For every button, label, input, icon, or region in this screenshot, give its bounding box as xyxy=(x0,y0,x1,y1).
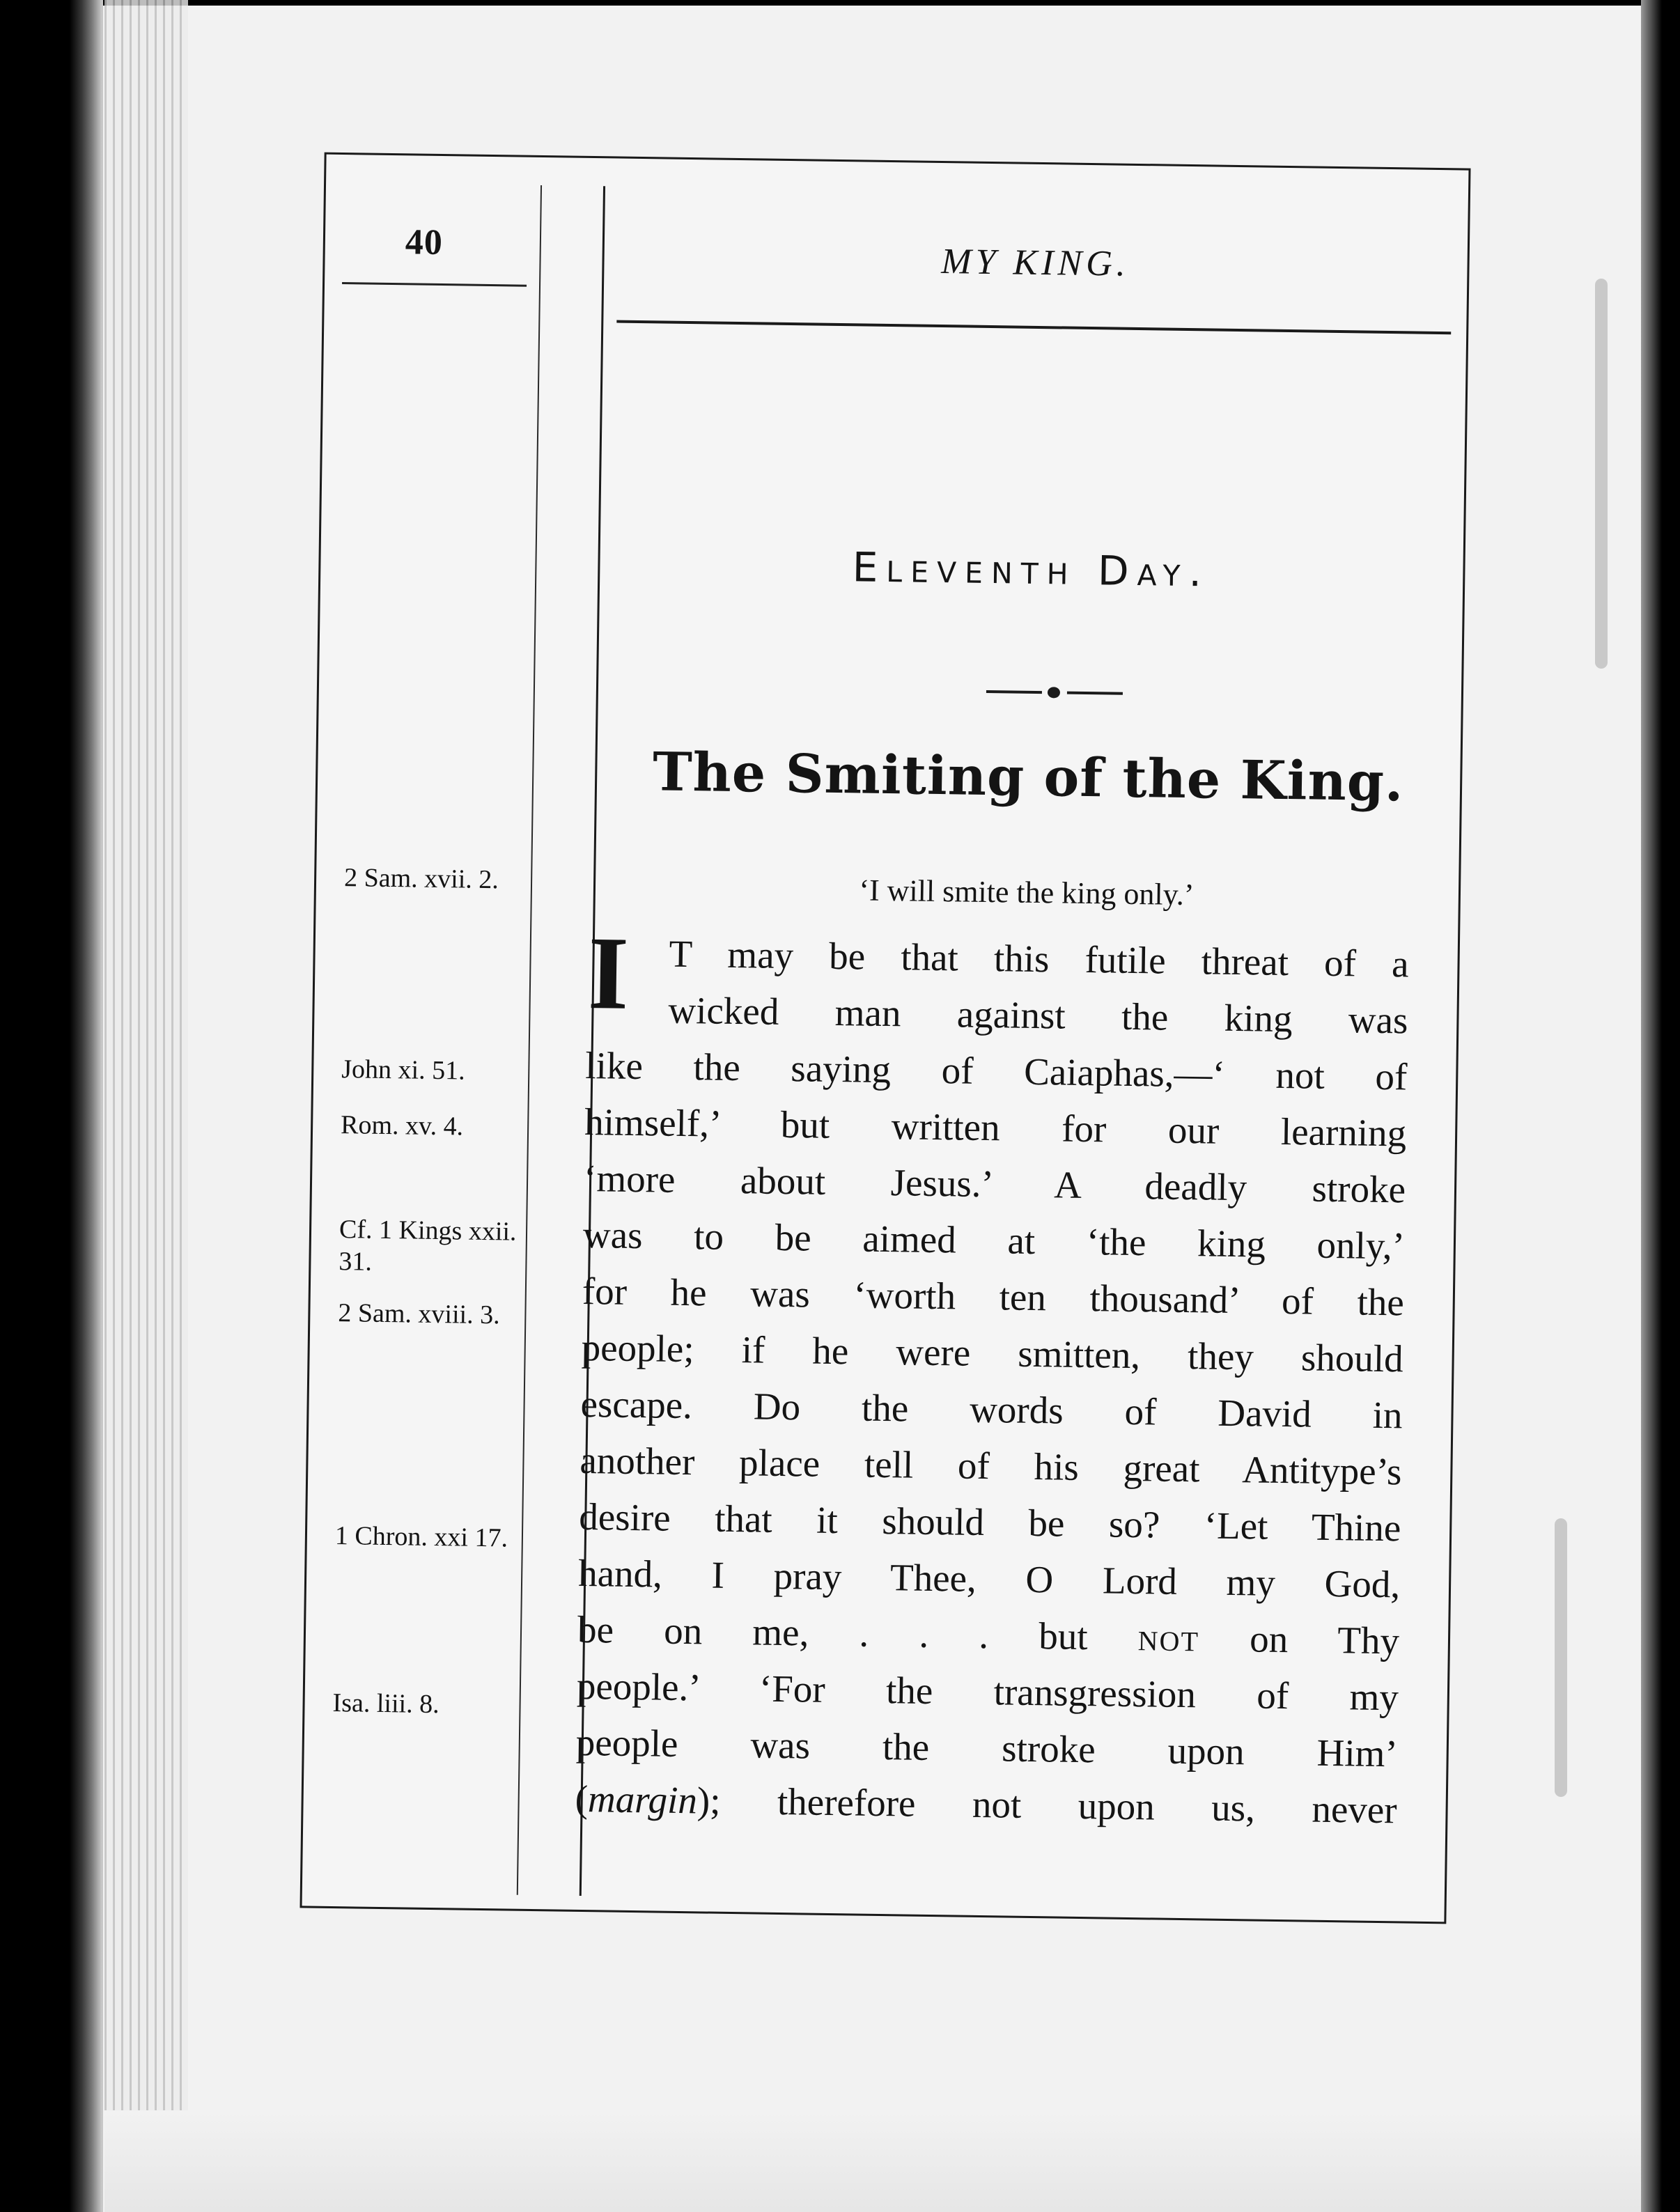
scan-right-edge xyxy=(1641,0,1680,2212)
margin-note: Cf. 1 Kings xxii. 31. xyxy=(339,1215,517,1277)
header-rule-left xyxy=(342,282,527,287)
text-fragment: on Thy xyxy=(1249,1617,1400,1662)
body-line-with-italic: (margin); therefore not upon us, never xyxy=(575,1777,1398,1832)
margin-rule xyxy=(517,185,542,1895)
page-frame xyxy=(300,153,1470,1924)
body-line: himself,’ but written for our learning xyxy=(584,1100,1407,1155)
chapter-title: The Smiting of the King. xyxy=(652,740,1405,813)
body-line: wicked man against the king was xyxy=(668,988,1408,1042)
body-line: hand, I pray Thee, O Lord my God, xyxy=(577,1551,1401,1606)
small-caps-not: NOT xyxy=(1137,1625,1200,1658)
body-line: desire that it should be so? ‘Let Thine xyxy=(578,1495,1401,1550)
text-fragment: be on me, . . . but xyxy=(577,1607,1089,1658)
epigraph: ‘I will smite the king only.’ xyxy=(859,873,1195,912)
running-title: MY KING. xyxy=(940,242,1130,284)
body-line: escape. Do the words of David in xyxy=(580,1382,1403,1437)
margin-note: Isa. liii. 8. xyxy=(332,1688,440,1720)
text-fragment: ; therefore not upon us, never xyxy=(709,1779,1398,1832)
body-line: T may be that this futile threat of a xyxy=(669,932,1409,986)
margin-note: 2 Sam. xvii. 2. xyxy=(343,863,499,895)
body-line: people.’ ‘For the transgression of my xyxy=(576,1664,1399,1719)
day-heading: Eleventh Day. xyxy=(852,543,1211,596)
body-line: people was the stroke upon Him’ xyxy=(575,1720,1399,1775)
header-rule-right xyxy=(616,320,1451,335)
body-line: was to be aimed at ‘the king only,’ xyxy=(582,1213,1406,1268)
body-line: ‘more about Jesus.’ A deadly stroke xyxy=(583,1156,1406,1211)
scan-top-edge xyxy=(0,0,1680,6)
margin-note: 2 Sam. xviii. 3. xyxy=(338,1298,500,1330)
body-line: for he was ‘worth ten thousand’ of the xyxy=(582,1269,1405,1324)
page-curl-mark xyxy=(1595,279,1608,669)
italic-margin: margin xyxy=(587,1777,698,1822)
ornament-divider xyxy=(986,685,1123,701)
margin-note: 1 Chron. xxi 17. xyxy=(334,1521,508,1553)
body-line: another place tell of his great Antitype’s xyxy=(580,1438,1402,1493)
margin-note: Rom. xv. 4. xyxy=(340,1110,464,1142)
body-line: like the saying of Caiaphas,—‘ not of xyxy=(584,1043,1408,1098)
page-number: 40 xyxy=(405,222,444,263)
body-text xyxy=(575,924,1409,1838)
page-edges xyxy=(104,0,188,2212)
drop-cap: I xyxy=(587,915,630,1031)
book-spine-shadow xyxy=(0,0,103,2212)
body-line: people; if he were smitten, they should xyxy=(581,1325,1404,1380)
page-curl-mark xyxy=(1555,1518,1567,1797)
bottom-shadow xyxy=(104,2110,1641,2212)
margin-note: John xi. 51. xyxy=(341,1054,465,1086)
